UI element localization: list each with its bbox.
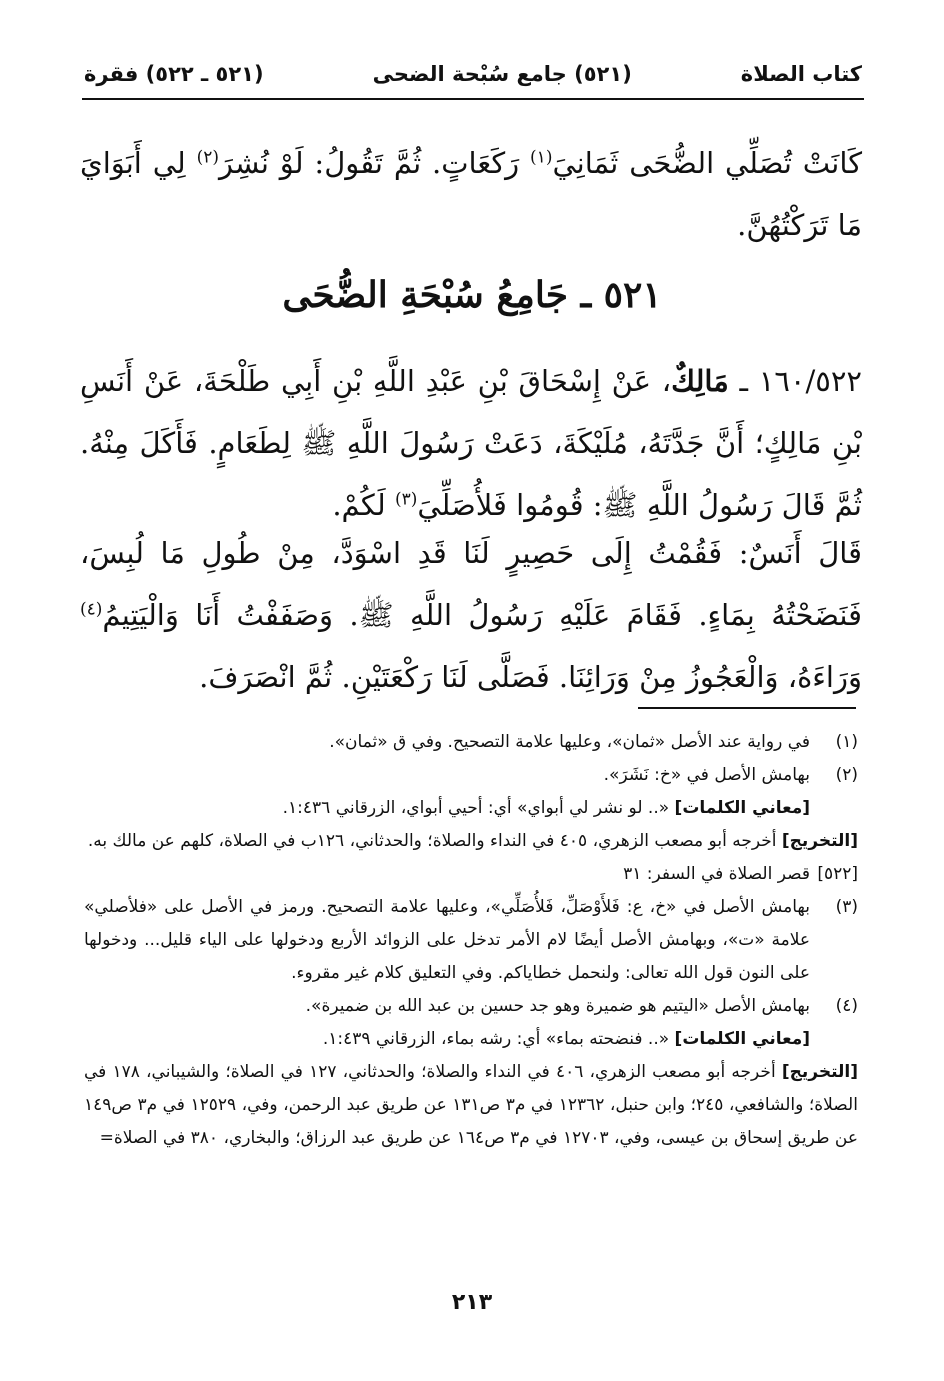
anas-text-1: قَالَ أَنَسٌ: فَقُمْتُ إِلَى حَصِيرٍ لَنَا قَدِ اسْوَدَّ، مِنْ طُولِ مَا لُبِسَ، فَنَضَحْتُهُ بِمَاءٍ. فَقَامَ عَلَيْهِ رَسُولُ اللَّهِ ﷺ. وَصَفَفْتُ أَنَا وَالْيَتِيمُ bbox=[80, 536, 862, 632]
takhrij-text: أخرجه أبو مصعب الزهري، ٤٠٥ في النداء والصلاة؛ والحدثاني، ١٢٦ب في الصلاة، كلهم عن مالك به. bbox=[87, 831, 782, 851]
takhrij-tag: [التخريج] bbox=[781, 1062, 858, 1082]
intro-text-3: لِي أَبَوَايَ مَا تَرَكْتُهُنَّ. bbox=[80, 146, 862, 242]
footnote-2-word-meanings bbox=[84, 792, 810, 825]
anas-paragraph bbox=[80, 522, 862, 708]
footnote-ref-4: (٤) bbox=[80, 599, 103, 620]
anas-text-2: وَرَاءَهُ، وَالْعَجُوزُ مِنْ وَرَائِنَا. فَصَلَّى لَنَا رَكْعَتَيْنِ. ثُمَّ انْصَرَفَ. bbox=[199, 660, 862, 694]
hadith-narrator: مَالِكٌ bbox=[671, 364, 729, 398]
header-book-title: كتاب الصلاة bbox=[740, 62, 862, 86]
footnote-522 bbox=[84, 858, 858, 891]
word-meanings-tag: [معاني الكلمات] bbox=[674, 798, 810, 818]
footnote-4-takhrij bbox=[84, 1056, 858, 1155]
footnote-3 bbox=[84, 891, 858, 990]
hadith-text-1: ، عَنْ إِسْحَاقَ بْنِ عَبْدِ اللَّهِ بْنِ أَبِي طَلْحَةَ، عَنْ أَنَسِ بْنِ مَالِكٍ؛ أَنَّ جَدَّتَهُ، مُلَيْكَةَ، دَعَتْ رَسُولَ اللَّهِ ﷺ لِطَعَامٍ. فَأَكَلَ مِنْهُ. ثُمَّ قَالَ رَسُولُ اللَّهِ ﷺ: قُومُوا فَلأُصَلِّيَ bbox=[80, 364, 862, 522]
hadith-text-2: لَكُمْ. bbox=[332, 488, 395, 522]
footnote-number: (٢) bbox=[835, 765, 858, 785]
takhrij-text: أخرجه أبو مصعب الزهري، ٤٠٦ في النداء والصلاة؛ والحدثاني، ١٢٧ في الصلاة؛ والشيباني، ١٧٨ في الصلاة؛ والشافعي، ٢٤٥؛ وابن حنبل، ١٢٣٦٢ في م٣ ص١٣١ عن طريق عبد الرحمن، وفي، ١٢٥٢٩ في م٣ ص١٤٩ عن طريق إسحاق بن عيسى، وفي، ١٢٧٠٣ في م٣ ص١٦٤ عن طريق عبد الرزاق؛ والبخاري، ٣٨٠ في الصلاة= bbox=[84, 1062, 858, 1148]
footnote-text: بهامش الأصل في «خ: نَشَرَ». bbox=[603, 765, 810, 785]
footnote-2-takhrij bbox=[84, 825, 858, 858]
footnote-text: في رواية عند الأصل «ثمان»، وعليها علامة التصحيح. وفي ق «ثمان». bbox=[329, 732, 810, 752]
footnote-number: (١) bbox=[835, 732, 858, 752]
word-meanings-text: «.. فنضحته بماء» أي: رشه بماء، الزرقاني ١:٤٣٩. bbox=[322, 1029, 675, 1049]
footnote-text: بهامش الأصل في «خ، ع: فَلأَوْصَلِّ، فَلأُصَلِّي»، وعليها علامة التصحيح. ورمز في الأصل على «فلأصلي» علامة «ت»، وبهامش الأصل أيضًا لام الأمر تدخل على الزوائد الأربع ودخولها على الياء قليل... ودخولها على النون قول الله تعالى: ولنحمل خطاياكم. وفي التعليق كلام غير مقروء. bbox=[84, 897, 810, 983]
header-paragraph-range: (٥٢١ ـ ٥٢٢) فقرة bbox=[84, 62, 264, 86]
footnote-ref-3: (٣) bbox=[394, 489, 418, 510]
hadith-paragraph bbox=[80, 350, 862, 536]
footnote-number: (٣) bbox=[835, 897, 858, 917]
word-meanings-text: «.. لو نشر لي أبواي» أي: أحيي أبواي، الزرقاني ١:٤٣٦. bbox=[282, 798, 675, 818]
footnote-text: بهامش الأصل «اليتيم هو ضميرة وهو جد حسين بن عبد الله بن ضميرة». bbox=[305, 996, 810, 1016]
intro-text-2: رَكَعَاتٍ. ثُمَّ تَقُولُ: لَوْ نُشِرَ bbox=[218, 146, 531, 180]
intro-text-1: كَانَتْ تُصَلِّي الضُّحَى ثَمَانِيَ bbox=[552, 146, 862, 180]
footnote-rule bbox=[638, 707, 856, 709]
footnotes bbox=[84, 726, 858, 1155]
footnote-2 bbox=[84, 759, 858, 792]
footnote-1 bbox=[84, 726, 858, 759]
chapter-title: ٥٢١ ـ جَامِعُ سُبْحَةِ الضُّحَى bbox=[282, 274, 662, 316]
footnote-4 bbox=[84, 990, 858, 1023]
intro-paragraph bbox=[80, 132, 862, 256]
footnote-number: [٥٢٢] bbox=[817, 864, 858, 884]
takhrij-tag: [التخريج] bbox=[781, 831, 858, 851]
header-chapter-title: (٥٢١) جامع سُبْحة الضحى bbox=[372, 62, 632, 86]
footnote-number: (٤) bbox=[835, 996, 858, 1016]
footnote-4-word-meanings bbox=[84, 1023, 810, 1056]
footnote-ref-2: (٢) bbox=[196, 147, 219, 168]
word-meanings-tag: [معاني الكلمات] bbox=[674, 1029, 810, 1049]
running-header bbox=[84, 54, 862, 94]
header-rule bbox=[82, 98, 864, 100]
hadith-number: ١٦٠/٥٢٢ ـ bbox=[728, 364, 862, 398]
page-number: ٢١٣ bbox=[451, 1290, 493, 1315]
footnote-ref-1: (١) bbox=[530, 147, 553, 168]
footnote-text: قصر الصلاة في السفر: ٣١ bbox=[623, 864, 810, 884]
